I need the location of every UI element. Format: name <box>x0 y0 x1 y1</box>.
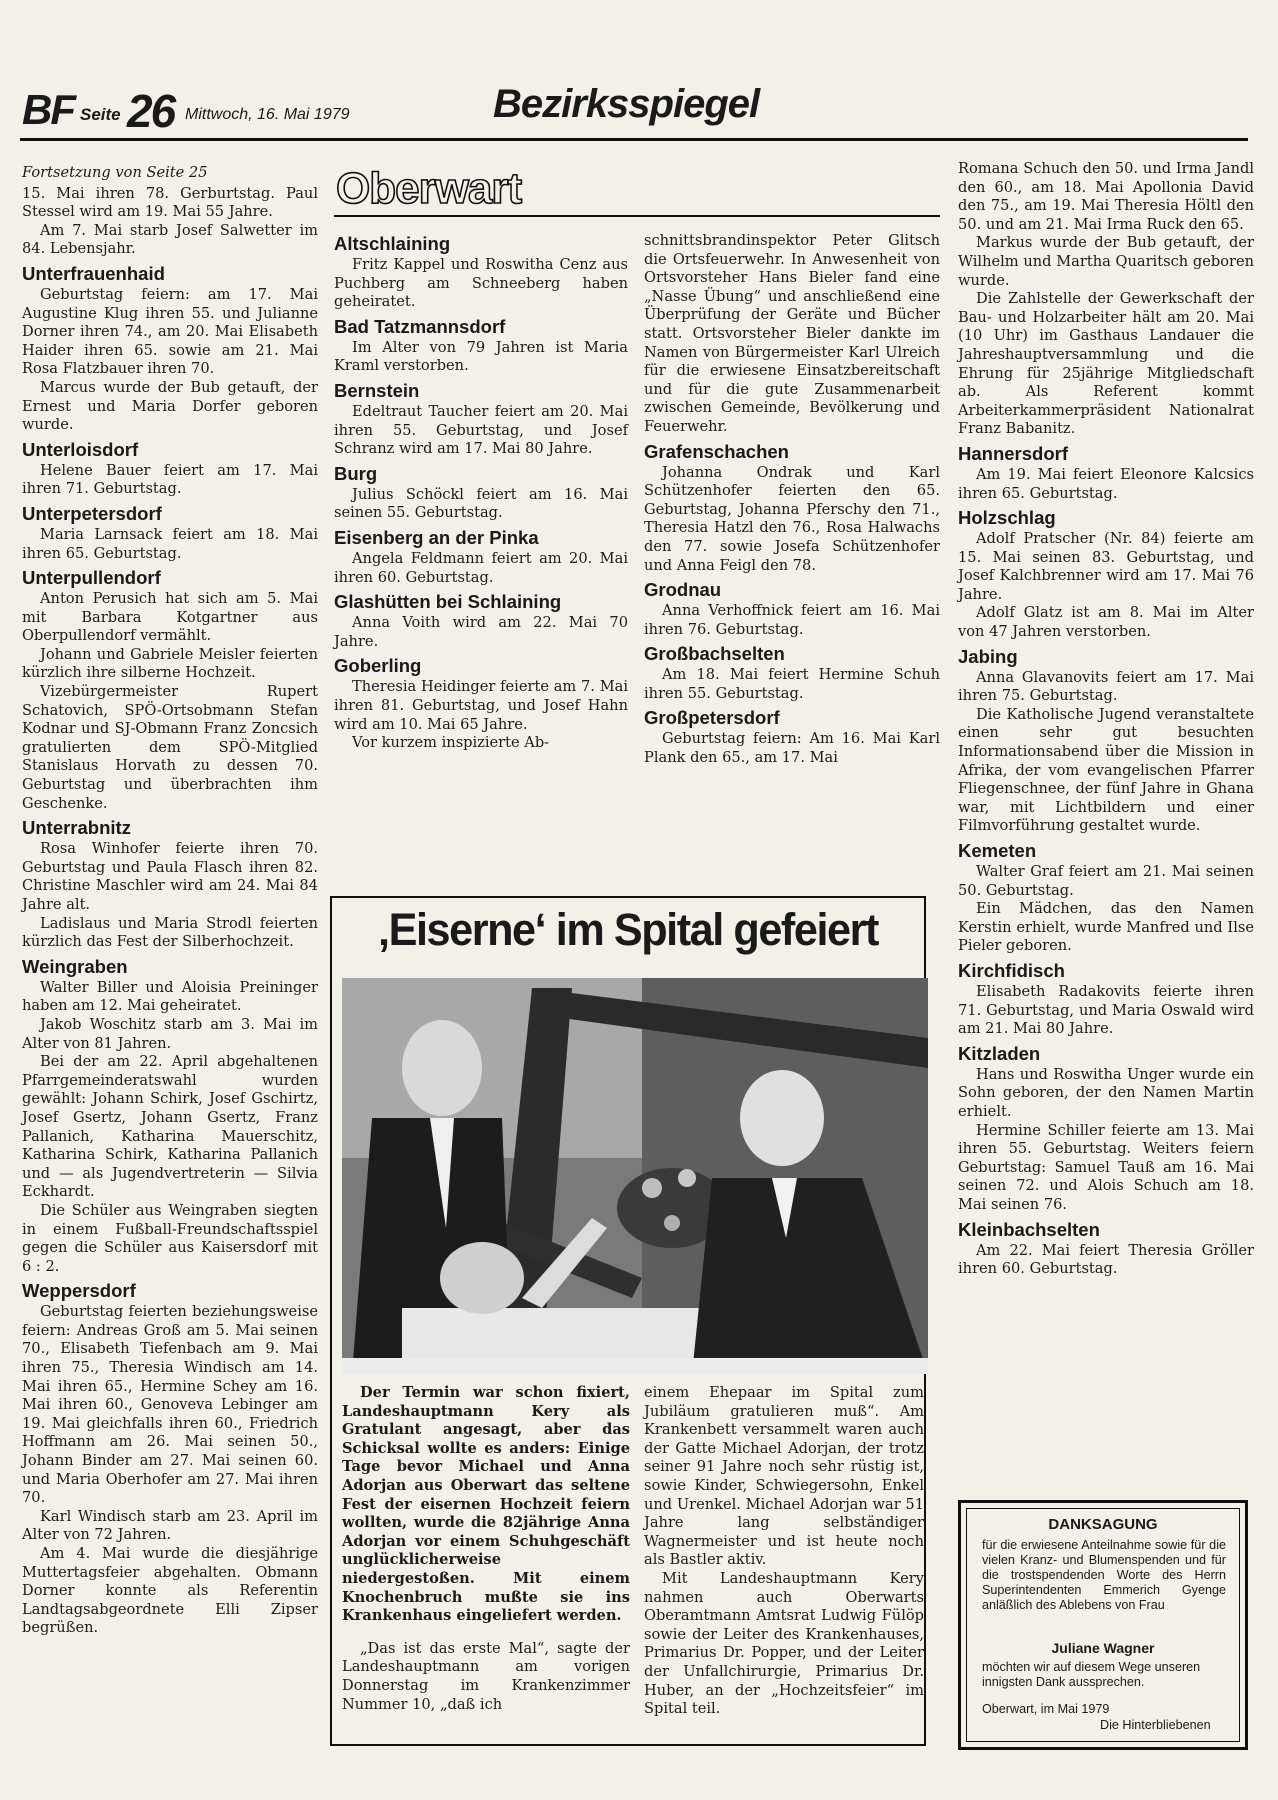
paragraph: Geburtstag feiern: am 17. Mai Augustine Klug ihren 55. und Julianne Dorner ihren 74., am 20. Mai Elisabeth Haider ihren 65. sowie am 21. Mai Rosa Flatzbauer ihren 70. <box>22 285 318 378</box>
paragraph: Anton Perusich hat sich am 5. Mai mit Barbara Kotgartner aus Oberpullendorf vermählt. <box>22 590 318 645</box>
paragraph: Elisabeth Radakovits feierte ihren 71. Geburtstag, und Maria Oswald wird am 21. Mai 80 Jahre. <box>958 982 1254 1038</box>
article-headline: ‚Eiserne‘ im Spital gefeiert <box>378 904 878 955</box>
town-heading: Glashütten bei Schlaining <box>334 591 562 613</box>
paragraph: Johann und Gabriele Meisler feierten kürzlich ihre silberne Hochzeit. <box>22 645 318 682</box>
column-3 <box>644 232 940 768</box>
paragraph: Anna Glavanovits feiert am 17. Mai ihren 75. Geburtstag. <box>958 668 1254 705</box>
paragraph: Edeltraut Taucher feiert am 20. Mai ihren 55. Geburtstag, und Josef Schranz wird am 17. Mai 80 Jahre. <box>334 402 628 458</box>
paragraph: Fritz Kappel und Roswitha Cenz aus Puchberg am Schneeberg haben geheiratet. <box>334 256 628 311</box>
paragraph: Julius Schöckl feiert am 16. Mai seinen 55. Geburtstag. <box>334 485 628 522</box>
paragraph: Am 22. Mai feiert Theresia Gröller ihren 60. Geburtstag. <box>958 1241 1254 1278</box>
paragraph: Adolf Pratscher (Nr. 84) feierte am 15. Mai seinen 83. Geburtstag, und Josef Kalchbrenner wird am 17. Mai 76 Jahre. <box>958 530 1254 603</box>
town-heading: Bad Tatzmannsdorf <box>334 315 506 337</box>
town-heading: Eisenberg an der Pinka <box>334 526 539 548</box>
paragraph: Angela Feldmann feiert am 20. Mai ihren 60. Geburtstag. <box>334 549 628 586</box>
paragraph: schnittsbrandinspektor Peter Glitsch die Ortsfeuerwehr. In Anwesenheit von Ortsvorsteher Hans Bieler fand eine „Nasse Übung“ und anschließend eine Überprüfung der Geräte und Bücher statt. Ortsvorsteher Bieler dankte im Namen von Bürgermeister Karl Ulreich für die erwiesene Einsatzbereitschaft und für die gute Zusammenarbeit zwischen Gemeinde, Bevölkerung und Feuerwehr. <box>644 232 940 435</box>
town-heading: Großbachselten <box>644 643 785 665</box>
paragraph: Anna Voith wird am 22. Mai 70 Jahre. <box>334 614 628 650</box>
issue-date: Mittwoch, 16. Mai 1979 <box>185 106 350 123</box>
paragraph: Ladislaus und Maria Strodl feierten kürzlich das Fest der Silberhochzeit. <box>22 914 318 951</box>
town-heading: Großpetersdorf <box>644 707 780 729</box>
town-heading: Unterpetersdorf <box>22 502 162 524</box>
column-4 <box>958 160 1254 1279</box>
paragraph: Markus wurde der Bub getauft, der Wilhelm und Martha Quaritsch geboren wurde. <box>958 234 1254 289</box>
town-heading: Altschlaining <box>334 233 451 254</box>
paragraph: Die Schüler aus Weingraben siegten in einem Fußball-Freundschaftsspiel gegen die Schüler aus Kaisersdorf mit 6 : 2. <box>22 1201 318 1275</box>
town-heading: Grodnau <box>644 579 722 601</box>
town-heading: Unterrabnitz <box>22 817 131 839</box>
article-column-a <box>342 1384 630 1714</box>
town-heading: Jabing <box>958 645 1018 667</box>
paragraph: Am 18. Mai feiert Hermine Schuh ihren 55. Geburtstag. <box>644 666 940 702</box>
town-heading: Unterfrauenhaid <box>22 262 165 284</box>
town-heading: Bernstein <box>334 379 420 401</box>
town-heading: Holzschlag <box>958 507 1056 529</box>
paragraph: Anna Verhoffnick feiert am 16. Mai ihren 76. Geburtstag. <box>644 602 940 638</box>
danksagung-name: Juliane Wagner <box>1051 1640 1155 1656</box>
paragraph: Hermine Schiller feierte am 13. Mai ihren 55. Geburtstag. Weiters feiern Geburtstag: Samuel Tauß am 16. Mai seinen 72. und Alois Schuch am 18. Mai seinen 76. <box>958 1121 1254 1213</box>
town-heading: Goberling <box>334 655 422 677</box>
paragraph: „Das ist das erste Mal“, sagte der Landeshauptmann am vorigen Donnerstag im Krankenzimmer Nummer 10, „daß ich <box>342 1639 630 1713</box>
header-rule <box>20 138 1248 141</box>
danksagung-text: für die erwiesene Anteilnahme sowie für die vielen Kranz- und Blumenspenden und für die trostspendenden Worte des Herrn Superintendenten Emmerich Gyenge anläßlich des Ablebens von Frau <box>982 1538 1226 1612</box>
paragraph: Helene Bauer feiert am 17. Mai ihren 71. Geburtstag. <box>22 461 318 498</box>
paragraph: Adolf Glatz ist am 8. Mai im Alter von 47 Jahren verstorben. <box>958 604 1254 641</box>
article-lead: Der Termin war schon fixiert, Landeshauptmann Kery als Gratulant angesagt, aber das Schicksal wollte es anders: Einige Tage bevor Michael und Anna Adorjan aus Oberwart das seltene Fest der eisernen Hochzeit feiern wollten, wurde die 82jährige Anna Adorjan vor einem Schuhgeschäft unglücklicherweise niedergestoßen. Mit einem Knochenbruch mußte sie ins Krankenhaus eingeliefert werden. <box>342 1384 630 1625</box>
column-2 <box>334 232 628 753</box>
column-1 <box>22 164 318 1638</box>
paragraph: Romana Schuch den 50. und Irma Jandl den 60., am 18. Mai Apollonia David den 75., am 19. Mai Theresia Höltl den 50. und am 21. Mai Irma Ruck den 65. <box>958 160 1254 233</box>
town-heading: Kirchfidisch <box>958 959 1065 981</box>
danksagung-text: möchten wir auf diesem Wege unseren innigsten Dank aussprechen. <box>982 1660 1201 1689</box>
paragraph: Am 19. Mai feiert Eleonore Kalcsics ihren 65. Geburtstag. <box>958 465 1254 502</box>
town-heading: Unterpullendorf <box>22 567 161 589</box>
page-number: 26 <box>127 85 175 137</box>
paragraph: Bei der am 22. April abgehaltenen Pfarrgemeinderatswahl wurden gewählt: Johann Schirk, Josef Gschirtz, Josef Gsertz, Johann Gsertz, Franz Pallanich, Katharina Mauerschitz, Katharina Schirk, Katharina Pallanich und — als Jugendvertreterin — Silvia Eckhardt. <box>22 1053 318 1201</box>
article-photo <box>342 978 928 1374</box>
paragraph: Mit Landeshauptmann Kery nahmen auch Oberwarts Oberamtmann Amtsrat Ludwig Fülöp sowie der Leiter des Krankenhauses, Primarius Dr. Popper, und der Leiter der Unfallchirurgie, Primarius Dr. Huber, an der „Hochzeitsfeier“ im Spital teil. <box>644 1569 924 1718</box>
town-heading: Burg <box>334 462 378 484</box>
paragraph: Theresia Heidinger feierte am 7. Mai ihren 81. Geburtstag, und Josef Hahn wird am 10. Mai 65 Jahre. <box>334 678 628 733</box>
paragraph: Geburtstag feiern: Am 16. Mai Karl Plank den 65., am 17. Mai <box>644 730 940 767</box>
danksagung-place: Oberwart, im Mai 1979 <box>982 1702 1110 1716</box>
district-rule <box>334 215 940 217</box>
paragraph: Marcus wurde der Bub getauft, der Ernest und Maria Dorfer geboren wurde. <box>22 378 318 434</box>
paragraph: Karl Windisch starb am 23. April im Alter von 72 Jahren. <box>22 1507 318 1544</box>
town-heading: Kemeten <box>958 840 1037 861</box>
paragraph: Walter Graf feiert am 21. Mai seinen 50. Geburtstag. <box>958 863 1254 899</box>
paragraph: einem Ehepaar im Spital zum Jubiläum gratulieren muß“. Am Krankenbett versammelt waren auch der Gatte Michael Adorjan, der trotz seiner 91 Jahre noch sehr rüstig ist, sowie Kinder, Schwiegersohn, Enkel und Urenkel. Michael Adorjan war 51 Jahre lang selbständiger Wagnermeister und ist heute noch als Bastler aktiv. <box>644 1384 924 1569</box>
paragraph: Die Katholische Jugend veranstaltete einen sehr gut besuchten Informationsabend über die Mission in Afrika, der vom evangelischen Pfarrer Fliegenschnee, der fünf Jahre in Ghana war, mit Lichtbildern und einer Filmvorführung gestaltet wurde. <box>958 705 1254 835</box>
town-heading: Weingraben <box>22 955 128 977</box>
danksagung-signature: Die Hinterbliebenen <box>1100 1718 1211 1732</box>
district-title: Oberwart <box>336 164 522 213</box>
paragraph: Am 4. Mai wurde die diesjährige Muttertagsfeier abgehalten. Obmann Dorner konnte als Referentin Landtagsabgeordnete Elli Zipser begrüßen. <box>22 1545 318 1637</box>
paragraph: Jakob Woschitz starb am 3. Mai im Alter von 81 Jahren. <box>22 1015 318 1052</box>
paragraph: Am 7. Mai starb Josef Salwetter im 84. Lebensjahr. <box>22 221 318 258</box>
town-heading: Kitzladen <box>958 1042 1041 1064</box>
paragraph: 15. Mai ihren 78. Gerburtstag. Paul Stessel wird am 19. Mai 55 Jahre. <box>22 184 318 221</box>
paragraph: Hans und Roswitha Unger wurde ein Sohn geboren, der den Namen Martin erhielt. <box>958 1065 1254 1120</box>
paragraph: Geburtstag feierten beziehungsweise feiern: Andreas Groß am 5. Mai seinen 70., Elisabeth Tiefenbach am 9. Mai ihren 75., Theresia Windisch am 14. Mai ihren 65., Hermine Schey am 16. Mai ihren 60., Genoveva Lebinger am 19. Mai gleichfalls ihren 60., Friedrich Hoffmann am 26. Mai seinen 50., Johann Binder am 27. Mai seinen 60. und Maria Oberhofer am 27. Mai ihren 70. <box>22 1303 318 1507</box>
paragraph: Maria Larnsack feiert am 18. Mai ihren 65. Geburtstag. <box>22 525 318 562</box>
town-heading: Hannersdorf <box>958 442 1068 464</box>
paragraph: Die Zahlstelle der Gewerkschaft der Bau- und Holzarbeiter hält am 20. Mai (10 Uhr) im Gasthaus Landauer die Jahreshauptversammlung und die Ehrung für 25jährige Mitgliedschaft ab. Als Referent kommt Arbeiterkammerpräsident Nationalrat Franz Babanitz. <box>958 290 1254 438</box>
paragraph: Rosa Winhofer feierte ihren 70. Geburtstag und Paula Flasch ihren 82. Christine Maschler wird am 24. Mai 84 Jahre alt. <box>22 840 318 913</box>
section-title: Bezirksspiegel <box>493 82 760 126</box>
article-column-b <box>644 1384 924 1719</box>
town-heading: Grafenschachen <box>644 440 789 462</box>
town-heading: Weppersdorf <box>22 1280 136 1302</box>
continuation-note: Fortsetzung von Seite 25 <box>22 164 208 181</box>
town-heading: Kleinbachselten <box>958 1218 1100 1240</box>
page-label: Seite <box>80 105 121 124</box>
paragraph: Walter Biller und Aloisia Preininger haben am 12. Mai geheiratet. <box>22 978 318 1015</box>
newspaper-logo: BF <box>22 86 74 133</box>
town-heading: Unterloisdorf <box>22 438 139 460</box>
paragraph: Im Alter von 79 Jahren ist Maria Kraml verstorben. <box>334 338 628 375</box>
paragraph: Ein Mädchen, das den Namen Kerstin erhielt, wurde Manfred und Ilse Pieler geboren. <box>958 900 1254 955</box>
paragraph: Vizebürgermeister Rupert Schatovich, SPÖ-Ortsobmann Stefan Kodnar und SJ-Obmann Franz Zoncsich gratulierten dem SPÖ-Mitglied Stanislaus Horvath zu dessen 70. Geburtstag und überbrachten ihm Geschenke. <box>22 683 318 812</box>
paragraph: Vor kurzem inspizierte Ab- <box>352 734 550 752</box>
paragraph: Johanna Ondrak und Karl Schützenhofer feierten den 65. Geburtstag, Johanna Pferschy den 71., Theresia Hatzl den 76., Rosa Halwachs den 77. sowie Josefa Schützenhofer und Anna Feigl den 78. <box>644 463 940 574</box>
danksagung-title: DANKSAGUNG <box>1048 1516 1158 1533</box>
